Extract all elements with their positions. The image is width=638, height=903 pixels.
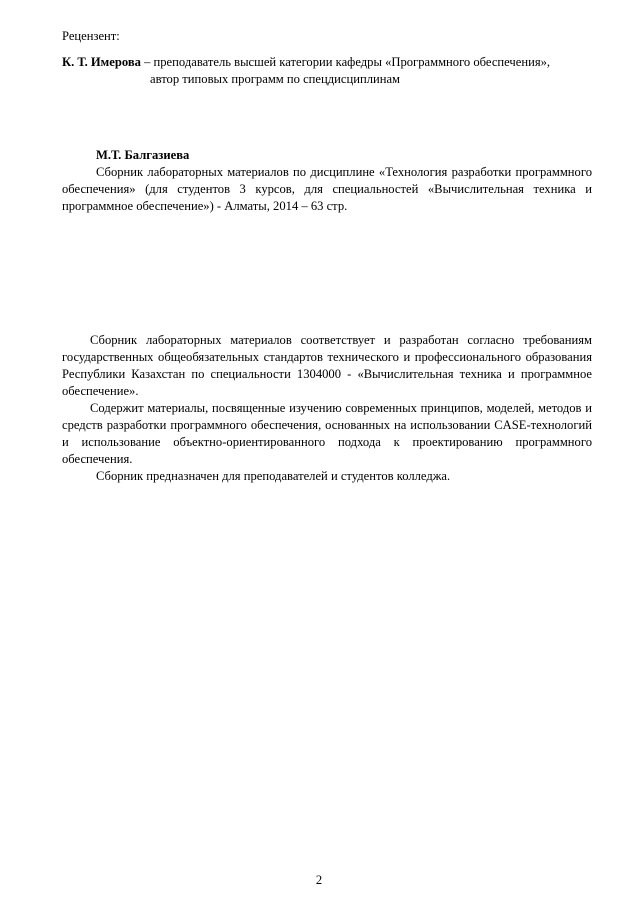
bibliography-text: Сборник лабораторных материалов по дисциплине «Технология разработки программного обеспечения» (для студентов 3 курсов, для специальностей «Вычислительная техника и программное обеспечение») - Алматы, 2014 – 63 стр. [62, 165, 592, 213]
reviewer-name: К. Т. Имерова [62, 55, 141, 69]
reviewer-label [62, 28, 592, 45]
reviewer-label-text: Рецензент: [62, 29, 120, 43]
annotation-block [62, 332, 592, 485]
bibliography-author: М.Т. Балгазиева [96, 148, 190, 162]
bibliography-block [62, 147, 592, 215]
annotation-paragraph-1: Сборник лабораторных материалов соответствует и разработан согласно требованиям государственных общеобязательных стандартов технического и профессионального образования Республики Казахстан по специальности 1304000 - «Вычислительная техника и программное обеспечение». [62, 333, 592, 398]
reviewer-line-text [62, 54, 592, 71]
reviewer-line [62, 54, 592, 71]
reviewer-description-1: – преподаватель высшей категории кафедры «Программного обеспечения», [140, 55, 551, 69]
reviewer-description-2: автор типовых программ по спецдисциплинам [150, 72, 401, 86]
reviewer-line-2 [150, 71, 590, 88]
annotation-paragraph-3: Сборник предназначен для преподавателей и студентов колледжа. [96, 469, 451, 483]
page-number: 2 [315, 873, 323, 887]
annotation-paragraph-2: Содержит материалы, посвященные изучению современных принципов, моделей, методов и средств разработки программного обеспечения, основанных на использовании CASE-технологий и использование объектно-ориентированного подхода к проектированию программного обеспечения. [62, 401, 592, 466]
